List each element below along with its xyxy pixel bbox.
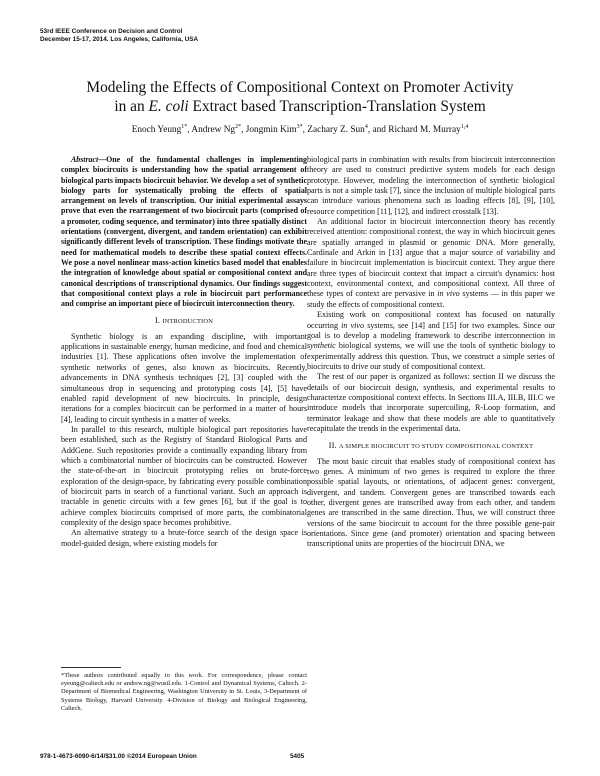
conference-date: December 15-17, 2014. Los Angeles, California, USA xyxy=(40,36,199,44)
abstract-text: —One of the fundamental challenges in implementing complex biocircuits is understanding how the spatial arrangement of biological parts impacts biocircuit behavior. We develop a set of synthetic biology parts for systematically probing the effects of spatial arrangement on levels of transcription. Our initial experimental assays prove that even the rearrangement of two biocircuit parts (comprised of a promoter, coding sequence, and terminator) into three spatially distinct orientations (convergent, divergent, and tandem orientation) can exhibit significantly different levels of transcription. These findings motivate the need for mathematical models to describe these spatial context effects. We pose a novel nonlinear mass-action kinetics based model that enables the integration of knowledge about spatial or compositional context and canonical descriptions of transcriptional dynamics. Our findings suggest that compositional context plays a role in biocircuit part performance and comprise an important piece of biocircuit interconnection theory. xyxy=(61,155,307,309)
author: Enoch Yeung$^{1*}$ xyxy=(131,124,188,136)
footnote-text: *These authors contributed equally to this work. For correspondence, please contact eyeung@caltech.edu or andrew.ng@wustl.edu. 1-Control and Dynamical Systems, Caltech. 2-Department of Biomedical Engineering, Washington University in St. Louis, 3-Department of Systems Biology, Harvard University. 4-Division of Biology and Biological Engineering, Caltech. xyxy=(61,672,307,712)
page-number: 5405 xyxy=(290,753,305,760)
paragraph: The rest of our paper is organized as follows: section II we discuss the details of our biocircuit design, synthesis, and experimental results to characterize compositional context effects. In Sections III.A, III.B, III.C we introduce models that incorporate supercoiling, R-Loop formation, and terminator leakage and show that these models are able to quantitatively recapitulate the trends in the experimental data. xyxy=(307,372,555,433)
footnote-rule xyxy=(61,667,121,668)
paragraph: Existing work on compositional context has focused on naturally occurring in vivo systems, see [14] and [15] for two examples. Since our goal is to develop a modeling framework to describe interconnection in synthetic biological systems, we will use the tools of synthetic biology to experimentally address this question. Thus, we construct a simple series of biocircuits to drive our study of compositional context. xyxy=(307,310,555,371)
author-list: Enoch Yeung$^{1*}$, Andrew $Ng^{2*}$, Jongmin Kim$^{3*}$, Zachary Z. Sun$^4$, and Richard M. Murray$^{1,4}$ xyxy=(131,124,469,136)
paragraph: Synthetic biology is an expanding discipline, with important applications in sustainable energy, human medicine, and food and chemical industries [1]. These applications often involve the implementation of synthetic networks of genes, also known as biocircuits. Recently, advancements in DNA synthesis techniques [2], [3] coupled with the simultaneous drop in sequencing and prototyping costs [4], [5] have enabled rapid development of new biocircuits. In principle, design iterations for a complex biocircuit can be performed in a matter of hours [4], leading to circuit synthesis in a matter of weeks. xyxy=(61,331,307,424)
title-line-1: Modeling the Effects of Compositional Context on Promoter Activity xyxy=(86,79,514,96)
conference-header xyxy=(40,28,198,45)
author: Zachary Z. Sun$^4$ xyxy=(307,124,368,136)
paper-title xyxy=(0,78,600,116)
title-line-2 xyxy=(0,97,600,116)
right-column xyxy=(307,155,555,550)
title-text: Extract based Transcription-Translation System xyxy=(188,98,486,115)
footnote xyxy=(61,667,307,713)
left-column xyxy=(61,155,307,549)
paragraph: An additional factor in biocircuit interconnection theory has recently received attention: compositional context, the way in which biocircuit genes are spatially arranged in plasmid or genomic DNA. More generally, Cardinale and Arkin in [13] argue that a major source of variability and failure in biocircuit implementation is biocircuit context. They argue there are three types of biocircuit context that impact a circuit's dynamics: host context, environmental context, and compositional context. All three of these types of context are pervasive in in vivo systems — in this paper we study the effects of compositional context. xyxy=(307,217,555,309)
title-text: in an xyxy=(114,98,149,115)
author: Jongmin Kim$^{3*}$ xyxy=(245,124,303,136)
abstract xyxy=(61,155,307,309)
section-heading-simple-biocircuit: II. A SIMPLE BIOCIRCUIT TO STUDY COMPOSITIONAL CONTEXT xyxy=(328,441,534,451)
author: Andrew $Ng^{2*}$ xyxy=(191,124,242,136)
paragraph: The most basic circuit that enables study of compositional context has two genes. A minimum of two genes is required to explore the three possible spatial layouts, or orientations, of adjacent genes: convergent, divergent, and tandem. Convergent genes are transcribed towards each other, divergent genes are transcribed away from each other, and tandem genes are transcribed in the same direction. Thus, we will construct three versions of the same biocircuit to account for the three possible gene-pair orientations. Since gene (and promoter) orientation and spacing between transcriptional units are properties of the biocircuit DNA, we xyxy=(307,456,555,549)
title-italic: E. coli xyxy=(148,98,189,115)
isbn-footer: 978-1-4673-6090-6/14/$31.00 ©2014 European Union xyxy=(40,753,197,760)
author: and Richard M. Murray$^{1,4}$ xyxy=(372,124,469,136)
section-heading-introduction: I. INTRODUCTION xyxy=(154,316,214,326)
abstract-label: Abstract xyxy=(71,155,99,164)
conference-name: 53rd IEEE Conference on Decision and Control xyxy=(40,28,183,35)
paragraph: In parallel to this research, multiple biological part repositories have been established, such as the Registry of Standard Biological Parts and AddGene. Such repositories provide a continually expanding library from which a combinatorial number of biocircuits can be constructed. However the state-of-the-art in biocircuit prototyping relies on brute-force exploration of the design-space, by fabricating every possible combination of biocircuit parts in search of a functional variant. Such an approach is tractable in genetic circuits with a few genes [6], but if the goal is to achieve complex biocircuits comprised of more parts, the combinatorial complexity of the design space becomes prohibitive. xyxy=(61,424,307,527)
paragraph: biological parts in combination with results from biocircuit interconnection theory are used to construct predictive system models for each design prototype. However, modeling the interconnection of synthetic biological parts is not a simple task [7], since the inclusion of multiple biological parts can introduce various phenomena such as loading effects [8], [9], [10], resource competition [11], [12], and indirect crosstalk [13]. xyxy=(307,155,555,216)
paragraph: An alternative strategy to a brute-force search of the design space is model-guided design, where existing models for xyxy=(61,528,307,548)
